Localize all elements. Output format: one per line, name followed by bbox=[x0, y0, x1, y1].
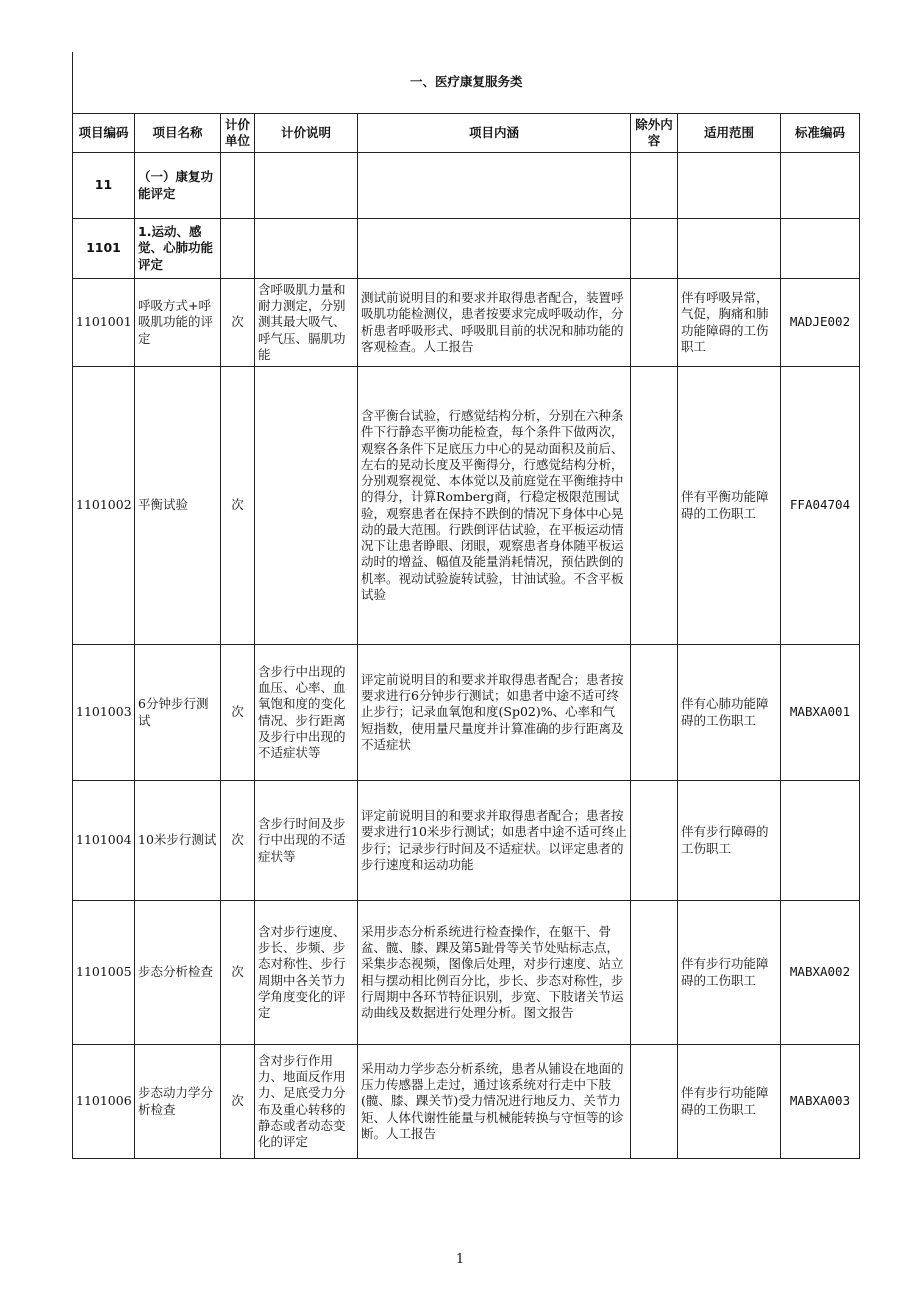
table-row bbox=[73, 645, 860, 781]
cell-std-code: MABXA003 bbox=[781, 1045, 860, 1159]
cell-std-code bbox=[781, 153, 860, 219]
cell-code: 1101001 bbox=[73, 279, 135, 367]
page-title: 一、医疗康复服务类 bbox=[73, 52, 860, 114]
table-row bbox=[73, 1045, 860, 1159]
cell-code: 11 bbox=[73, 153, 135, 219]
cell-content: 采用步态分析系统进行检查操作，在躯干、骨盆、髋、膝、踝及第5趾骨等关节处贴标志点，采集步态视频，图像后处理，对步行速度、站立相与摆动相比例百分比，步长、步态对称性，步行周期中各环节特征识别，步宽、下肢诸关节运动曲线及数据进行处理分析。图文报告 bbox=[358, 901, 631, 1045]
table-row bbox=[73, 219, 860, 279]
cell-pricing-note: 含呼吸肌力量和耐力测定，分别测其最大吸气、呼气压、膈肌功能 bbox=[255, 279, 358, 367]
cell-exclusions bbox=[631, 645, 678, 781]
cell-code: 1101002 bbox=[73, 367, 135, 645]
cell-code: 1101003 bbox=[73, 645, 135, 781]
cell-content: 评定前说明目的和要求并取得患者配合；患者按要求进行10米步行测试；如患者中途不适可终止步行；记录步行时间及不适症状。以评定患者的步行速度和运动功能 bbox=[358, 781, 631, 901]
cell-pricing-note bbox=[255, 219, 358, 279]
cell-content: 评定前说明目的和要求并取得患者配合；患者按要求进行6分钟步行测试；如患者中途不适可终止步行；记录血氧饱和度(Sp02)%、心率和气短指数，使用量尺量度并计算准确的步行距离及不适症状 bbox=[358, 645, 631, 781]
cell-name: 6分钟步行测试 bbox=[135, 645, 221, 781]
cell-std-code: FFA04704 bbox=[781, 367, 860, 645]
cell-unit bbox=[221, 153, 255, 219]
cell-name: （一）康复功能评定 bbox=[135, 153, 221, 219]
title-row bbox=[73, 52, 860, 114]
cell-unit: 次 bbox=[221, 781, 255, 901]
cell-exclusions bbox=[631, 1045, 678, 1159]
cell-name: 10米步行测试 bbox=[135, 781, 221, 901]
cell-exclusions bbox=[631, 367, 678, 645]
header-pricing-note: 计价说明 bbox=[255, 114, 358, 153]
cell-scope: 伴有步行功能障碍的工伤职工 bbox=[678, 901, 781, 1045]
cell-pricing-note bbox=[255, 367, 358, 645]
cell-scope: 伴有呼吸异常，气促，胸痛和肺功能障碍的工伤职工 bbox=[678, 279, 781, 367]
cell-exclusions bbox=[631, 901, 678, 1045]
cell-pricing-note bbox=[255, 153, 358, 219]
cell-code: 1101 bbox=[73, 219, 135, 279]
table-row bbox=[73, 279, 860, 367]
table-row bbox=[73, 153, 860, 219]
cell-name: 平衡试验 bbox=[135, 367, 221, 645]
header-scope: 适用范围 bbox=[678, 114, 781, 153]
cell-exclusions bbox=[631, 781, 678, 901]
cell-name: 步态分析检查 bbox=[135, 901, 221, 1045]
cell-scope: 伴有平衡功能障碍的工伤职工 bbox=[678, 367, 781, 645]
cell-content: 测试前说明目的和要求并取得患者配合，装置呼吸肌功能检测仪，患者按要求完成呼吸动作，分析患者呼吸形式、呼吸肌目前的状况和肺功能的客观检查。人工报告 bbox=[358, 279, 631, 367]
cell-exclusions bbox=[631, 279, 678, 367]
cell-code: 1101004 bbox=[73, 781, 135, 901]
cell-scope bbox=[678, 153, 781, 219]
cell-content: 采用动力学步态分析系统，患者从铺设在地面的压力传感器上走过，通过该系统对行走中下肢(髋、膝、踝关节)受力情况进行地反力、关节力矩、人体代谢性能量与机械能转换与守恒等的诊断。人工报告 bbox=[358, 1045, 631, 1159]
cell-code: 1101005 bbox=[73, 901, 135, 1045]
cell-content bbox=[358, 219, 631, 279]
table-row bbox=[73, 901, 860, 1045]
cell-scope: 伴有步行障碍的工伤职工 bbox=[678, 781, 781, 901]
cell-content bbox=[358, 153, 631, 219]
header-exclusions: 除外内容 bbox=[631, 114, 678, 153]
cell-pricing-note: 含对步行作用力、地面反作用力、足底受力分布及重心转移的静态或者动态变化的评定 bbox=[255, 1045, 358, 1159]
cell-pricing-note: 含步行中出现的血压、心率、血氧饱和度的变化情况、步行距离及步行中出现的不适症状等 bbox=[255, 645, 358, 781]
cell-code: 1101006 bbox=[73, 1045, 135, 1159]
cell-scope: 伴有步行功能障碍的工伤职工 bbox=[678, 1045, 781, 1159]
cell-unit bbox=[221, 219, 255, 279]
cell-std-code bbox=[781, 781, 860, 901]
cell-std-code: MABXA001 bbox=[781, 645, 860, 781]
cell-name: 1.运动、感觉、心肺功能评定 bbox=[135, 219, 221, 279]
cell-unit: 次 bbox=[221, 645, 255, 781]
cell-exclusions bbox=[631, 153, 678, 219]
header-row bbox=[73, 114, 860, 153]
table-row bbox=[73, 781, 860, 901]
cell-unit: 次 bbox=[221, 279, 255, 367]
cell-pricing-note: 含对步行速度、步长、步频、步态对称性、步行周期中各关节力学角度变化的评定 bbox=[255, 901, 358, 1045]
cell-unit: 次 bbox=[221, 367, 255, 645]
cell-scope bbox=[678, 219, 781, 279]
page-number: 1 bbox=[455, 1252, 465, 1267]
table-row bbox=[73, 367, 860, 645]
header-content: 项目内涵 bbox=[358, 114, 631, 153]
cell-content: 含平衡台试验，行感觉结构分析，分别在六种条件下行静态平衡功能检查，每个条件下做两次，观察各条件下足底压力中心的晃动面积及前后、左右的晃动长度及平衡得分，行感觉结构分析，分别观察视觉、本体觉以及前庭觉在平衡维持中的得分，计算Romberg商，行稳定极限范围试验，观察患者在保持不跌倒的情况下身体中心晃动的最大范围。行跌倒评估试验，在平板运动情况下让患者睁眼、闭眼，观察患者身体随平板运动时的增益、幅值及能量消耗情况，预估跌倒的机率。视动试验旋转试验，甘油试验。不含平板试验 bbox=[358, 367, 631, 645]
cell-pricing-note: 含步行时间及步行中出现的不适症状等 bbox=[255, 781, 358, 901]
cell-scope: 伴有心肺功能障碍的工伤职工 bbox=[678, 645, 781, 781]
cell-std-code: MADJE002 bbox=[781, 279, 860, 367]
cell-unit: 次 bbox=[221, 901, 255, 1045]
cell-name: 步态动力学分析检查 bbox=[135, 1045, 221, 1159]
cell-name: 呼吸方式+呼吸肌功能的评定 bbox=[135, 279, 221, 367]
cell-std-code: MABXA002 bbox=[781, 901, 860, 1045]
header-code: 项目编码 bbox=[73, 114, 135, 153]
cell-exclusions bbox=[631, 219, 678, 279]
header-std-code: 标准编码 bbox=[781, 114, 860, 153]
cell-std-code bbox=[781, 219, 860, 279]
header-unit: 计价单位 bbox=[221, 114, 255, 153]
header-name: 项目名称 bbox=[135, 114, 221, 153]
fee-schedule-table bbox=[72, 52, 860, 1159]
cell-unit: 次 bbox=[221, 1045, 255, 1159]
